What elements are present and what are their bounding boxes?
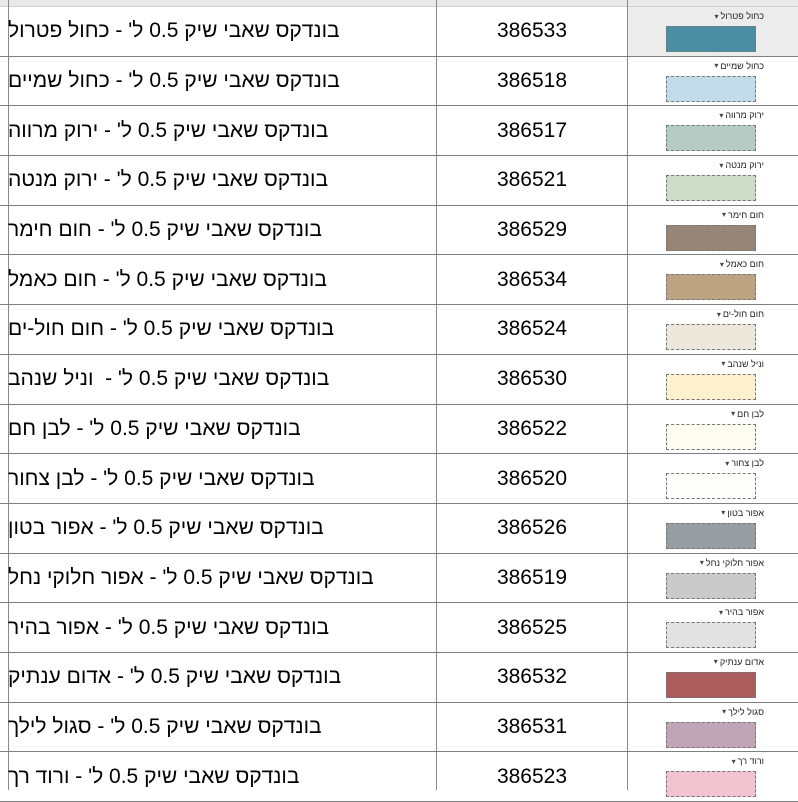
swatch-header[interactable] xyxy=(719,110,764,120)
product-code[interactable]: 386517 xyxy=(496,118,568,142)
swatch-label: לבן צחור xyxy=(731,458,764,469)
swatch-header[interactable] xyxy=(714,61,764,71)
swatch-cell xyxy=(628,504,798,553)
product-name-cell[interactable] xyxy=(8,57,412,106)
product-name: בונדקס שאבי שיק 0.5 ל' - אפור חלוקי נחל xyxy=(8,565,374,589)
product-name-cell[interactable] xyxy=(8,653,412,702)
swatch-cell xyxy=(628,653,798,702)
product-code[interactable]: 386523 xyxy=(496,764,568,788)
swatch-cell xyxy=(628,554,798,603)
table-row[interactable] xyxy=(0,206,798,256)
swatch-header[interactable] xyxy=(720,259,764,269)
product-name-cell[interactable] xyxy=(8,255,412,304)
swatch-header[interactable] xyxy=(721,359,764,369)
color-swatch[interactable] xyxy=(666,76,756,102)
product-name: בונדקס שאבי שיק 0.5 ל' - אדום ענתיק xyxy=(8,665,342,689)
swatch-cell xyxy=(628,57,798,106)
product-code[interactable]: 386531 xyxy=(496,714,568,738)
chevron-down-icon[interactable]: ▾ xyxy=(721,508,726,518)
product-name-cell[interactable] xyxy=(8,355,412,404)
table-row[interactable] xyxy=(0,355,798,405)
swatch-header[interactable] xyxy=(717,309,764,319)
product-name-cell[interactable] xyxy=(8,603,412,652)
chevron-down-icon[interactable]: ▾ xyxy=(699,558,704,568)
chevron-down-icon[interactable]: ▾ xyxy=(713,657,718,667)
sheet-top-edge xyxy=(0,0,798,7)
color-swatch[interactable] xyxy=(666,622,756,648)
swatch-header[interactable] xyxy=(714,11,764,21)
swatch-cell xyxy=(628,7,798,56)
color-swatch[interactable] xyxy=(666,225,756,251)
color-swatch[interactable] xyxy=(666,523,756,549)
product-name: בונדקס שאבי שיק 0.5 ל' - סגול לילך xyxy=(8,714,322,738)
product-code[interactable]: 386524 xyxy=(496,317,568,341)
swatch-label: ורוד רך xyxy=(737,756,764,767)
swatch-cell xyxy=(628,305,798,354)
product-code[interactable]: 386526 xyxy=(496,516,568,540)
product-code[interactable]: 386529 xyxy=(496,218,568,242)
color-swatch[interactable] xyxy=(666,473,756,499)
product-name-cell[interactable] xyxy=(8,305,412,354)
product-code[interactable]: 386530 xyxy=(496,367,568,391)
chevron-down-icon[interactable]: ▾ xyxy=(718,607,723,617)
product-code[interactable]: 386519 xyxy=(496,565,568,589)
chevron-down-icon[interactable]: ▾ xyxy=(731,409,736,418)
table-row[interactable] xyxy=(0,454,798,504)
table-row[interactable] xyxy=(0,703,798,753)
table-row[interactable] xyxy=(0,57,798,107)
color-swatch[interactable] xyxy=(666,573,756,599)
chevron-down-icon[interactable]: ▾ xyxy=(719,259,724,269)
color-swatch[interactable] xyxy=(666,324,756,350)
product-code[interactable]: 386525 xyxy=(496,615,568,639)
swatch-cell xyxy=(628,752,798,801)
swatch-label: כחול פטרול xyxy=(720,11,764,21)
swatch-label: ירוק מנטה xyxy=(725,160,764,171)
color-swatch[interactable] xyxy=(666,424,756,450)
swatch-cell xyxy=(628,156,798,205)
table-row[interactable] xyxy=(0,255,798,305)
swatch-label: חום חול-ים xyxy=(722,309,764,320)
product-name-cell[interactable] xyxy=(8,405,412,454)
table-row[interactable] xyxy=(0,653,798,703)
color-swatch[interactable] xyxy=(666,374,756,400)
swatch-label: אפור חלוקי נחל xyxy=(705,557,764,568)
color-swatch[interactable] xyxy=(666,722,756,748)
swatch-label: אפור בהיר xyxy=(724,607,764,618)
swatch-label: כחול שמיים xyxy=(720,60,764,71)
chevron-down-icon[interactable]: ▾ xyxy=(722,707,727,717)
chevron-down-icon[interactable]: ▾ xyxy=(722,210,727,220)
color-swatch[interactable] xyxy=(666,26,756,52)
chevron-down-icon[interactable]: ▾ xyxy=(731,756,736,766)
swatch-header[interactable] xyxy=(719,607,764,617)
swatch-label: חום כאמל xyxy=(725,259,764,270)
product-name: בונדקס שאבי שיק 0.5 ל' - חום חול-ים xyxy=(8,317,335,341)
product-code[interactable]: 386518 xyxy=(496,69,568,93)
product-name: בונדקס שאבי שיק 0.5 ל' - ורוד רך xyxy=(8,764,300,788)
swatch-label: סגול לילך xyxy=(728,706,764,717)
product-name: בונדקס שאבי שיק 0.5 ל' - וניל שנהב xyxy=(8,367,330,391)
table-row[interactable] xyxy=(0,405,798,455)
swatch-cell xyxy=(628,255,798,304)
product-name: בונדקס שאבי שיק 0.5 ל' - כחול פטרול xyxy=(8,19,340,43)
product-name: בונדקס שאבי שיק 0.5 ל' - חום כאמל xyxy=(8,267,327,291)
product-name: בונדקס שאבי שיק 0.5 ל' - אפור בהיר xyxy=(8,615,330,639)
product-name-cell[interactable] xyxy=(8,703,412,752)
swatch-header[interactable] xyxy=(732,756,764,766)
swatch-header[interactable] xyxy=(714,657,764,667)
product-name: בונדקס שאבי שיק 0.5 ל' - לבן חם xyxy=(8,416,301,440)
color-swatch[interactable] xyxy=(666,672,756,698)
color-swatch[interactable] xyxy=(666,175,756,201)
table-row[interactable] xyxy=(0,7,798,57)
product-name-cell[interactable] xyxy=(8,7,412,56)
swatch-cell xyxy=(628,355,798,404)
product-name-cell[interactable] xyxy=(8,554,412,603)
chevron-down-icon[interactable]: ▾ xyxy=(714,11,719,21)
chevron-down-icon[interactable]: ▾ xyxy=(721,359,726,369)
swatch-header[interactable] xyxy=(700,558,764,568)
product-name: בונדקס שאבי שיק 0.5 ל' - ירוק מנטה xyxy=(8,168,329,192)
table-row[interactable] xyxy=(0,156,798,206)
table-row[interactable] xyxy=(0,554,798,604)
table-row[interactable] xyxy=(0,305,798,355)
swatch-cell xyxy=(628,603,798,652)
swatch-cell xyxy=(628,703,798,752)
product-code[interactable]: 386533 xyxy=(496,19,568,43)
color-swatch[interactable] xyxy=(666,771,756,797)
swatch-cell xyxy=(628,206,798,255)
swatch-label: לבן חם xyxy=(737,408,764,419)
swatch-cell xyxy=(628,405,798,454)
swatch-label: וניל שנהב xyxy=(727,358,764,369)
color-swatch[interactable] xyxy=(666,125,756,151)
chevron-down-icon[interactable]: ▾ xyxy=(719,110,724,120)
product-name: בונדקס שאבי שיק 0.5 ל' - ירוק מרווה xyxy=(8,118,329,142)
table-row[interactable] xyxy=(0,504,798,554)
chevron-down-icon[interactable]: ▾ xyxy=(716,309,721,319)
color-swatch[interactable] xyxy=(666,274,756,300)
product-name-cell[interactable] xyxy=(8,206,412,255)
swatch-header[interactable] xyxy=(725,458,764,468)
product-code[interactable]: 386534 xyxy=(496,267,568,291)
swatch-header[interactable] xyxy=(722,707,764,717)
swatch-label: אפור בטון xyxy=(727,507,764,518)
product-name: בונדקס שאבי שיק 0.5 ל' - כחול שמיים xyxy=(8,69,340,93)
chevron-down-icon[interactable]: ▾ xyxy=(714,61,719,71)
swatch-header[interactable] xyxy=(722,210,764,220)
swatch-cell xyxy=(628,454,798,503)
product-name-cell[interactable] xyxy=(8,454,412,503)
table-row[interactable] xyxy=(0,752,798,802)
product-code[interactable]: 386520 xyxy=(496,466,568,490)
chevron-down-icon[interactable]: ▾ xyxy=(725,458,730,468)
table-row[interactable] xyxy=(0,603,798,653)
product-name: בונדקס שאבי שיק 0.5 ל' - חום חימר xyxy=(8,218,322,242)
product-code[interactable]: 386522 xyxy=(496,416,568,440)
swatch-header[interactable] xyxy=(731,409,764,419)
swatch-label: ירוק מרווה xyxy=(725,110,764,121)
swatch-label: אדום ענתיק xyxy=(719,656,764,667)
product-code[interactable]: 386521 xyxy=(496,168,568,192)
product-name-cell[interactable] xyxy=(8,106,412,155)
product-table xyxy=(0,7,798,802)
swatch-cell xyxy=(628,106,798,155)
table-row[interactable] xyxy=(0,106,798,156)
product-code[interactable]: 386532 xyxy=(496,665,568,689)
product-name-cell[interactable] xyxy=(8,504,412,553)
product-name-cell[interactable] xyxy=(8,752,412,801)
swatch-label: חום חימר xyxy=(728,209,764,220)
product-name: בונדקס שאבי שיק 0.5 ל' - אפור בטון xyxy=(8,516,324,540)
chevron-down-icon[interactable]: ▾ xyxy=(719,160,724,170)
swatch-header[interactable] xyxy=(719,160,764,170)
swatch-header[interactable] xyxy=(721,508,764,518)
product-name-cell[interactable] xyxy=(8,156,412,205)
product-name: בונדקס שאבי שיק 0.5 ל' - לבן צחור xyxy=(8,466,315,490)
